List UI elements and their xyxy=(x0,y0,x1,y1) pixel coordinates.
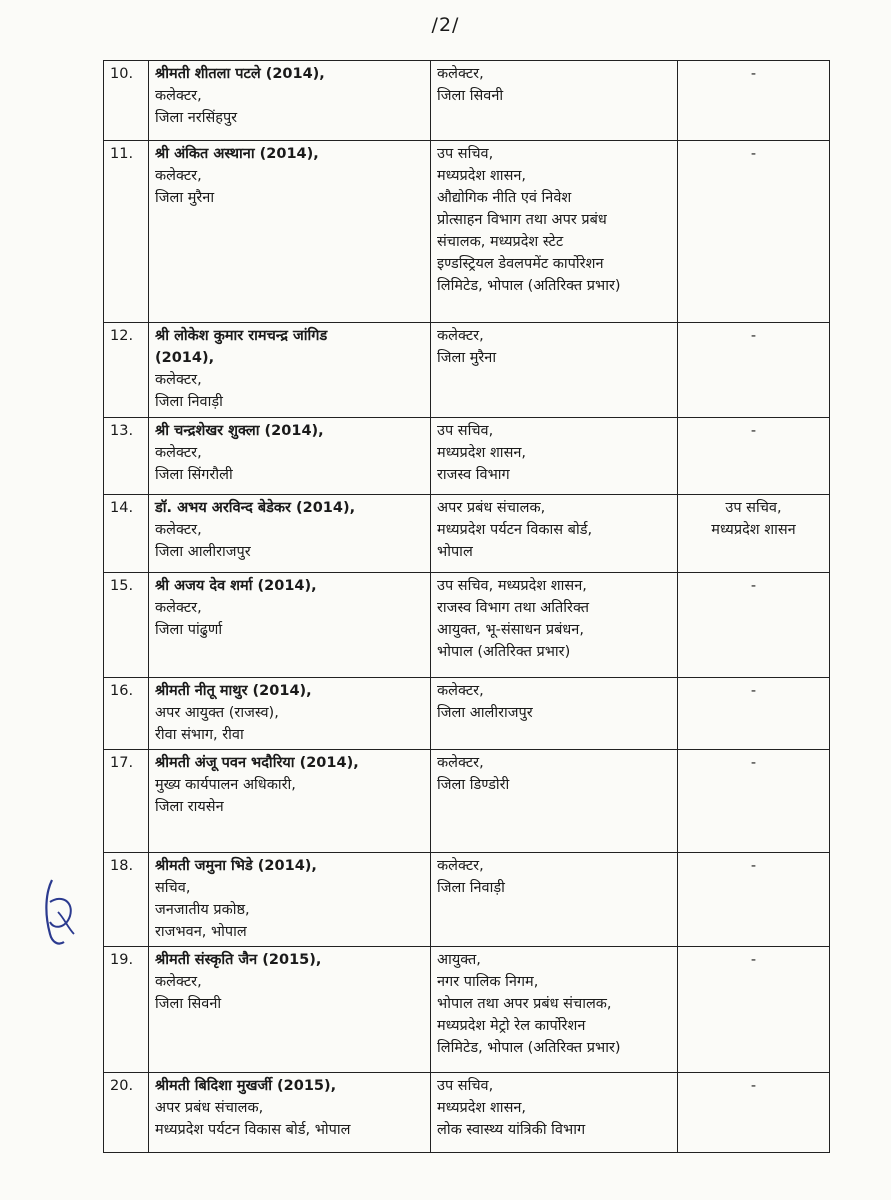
officer-cell xyxy=(149,750,431,853)
new-posting-line: राजस्व विभाग तथा अतिरिक्त xyxy=(437,600,590,616)
new-posting-cell xyxy=(431,947,678,1073)
current-posting-line: कलेक्टर, xyxy=(155,600,202,616)
serial-number: 10. xyxy=(104,61,149,141)
current-posting-line: जिला मुरैना xyxy=(155,190,215,206)
additional-charge-line: - xyxy=(750,66,757,82)
serial-number: 18. xyxy=(104,853,149,947)
current-posting-line: मुख्य कार्यपालन अधिकारी, xyxy=(155,777,296,793)
additional-charge-line: - xyxy=(750,952,757,968)
additional-charge-cell xyxy=(678,853,830,947)
current-posting-line: अपर आयुक्त (राजस्व), xyxy=(155,705,279,721)
new-posting-line: जिला निवाड़ी xyxy=(437,880,505,896)
additional-charge-cell xyxy=(678,947,830,1073)
new-posting-line: कलेक्टर, xyxy=(437,683,484,699)
serial-number: 12. xyxy=(104,323,149,418)
current-posting-line: कलेक्टर, xyxy=(155,522,202,538)
additional-charge-cell xyxy=(678,61,830,141)
new-posting-line: नगर पालिक निगम, xyxy=(437,974,539,990)
additional-charge-cell xyxy=(678,573,830,678)
current-posting-line: सचिव, xyxy=(155,880,191,896)
current-posting-line: जनजातीय प्रकोष्ठ, xyxy=(155,902,250,918)
current-posting-line: कलेक्टर, xyxy=(155,974,202,990)
new-posting-cell xyxy=(431,750,678,853)
additional-charge-cell xyxy=(678,323,830,418)
table-row xyxy=(104,678,830,750)
serial-number: 19. xyxy=(104,947,149,1073)
new-posting-cell xyxy=(431,495,678,573)
current-posting-line: मध्यप्रदेश पर्यटन विकास बोर्ड, भोपाल xyxy=(155,1122,351,1138)
table-row xyxy=(104,495,830,573)
additional-charge-line: - xyxy=(750,858,757,874)
serial-number: 13. xyxy=(104,418,149,495)
current-posting-line: रीवा संभाग, रीवा xyxy=(155,727,244,743)
officer-name: श्री चन्द्रशेखर शुक्ला (2014), xyxy=(155,423,324,439)
officer-cell xyxy=(149,61,431,141)
officer-name: श्री लोकेश कुमार रामचन्द्र जांगिड xyxy=(155,328,328,344)
serial-number: 16. xyxy=(104,678,149,750)
serial-number: 15. xyxy=(104,573,149,678)
officer-cell xyxy=(149,947,431,1073)
table-body xyxy=(104,61,830,1153)
new-posting-line: उप सचिव, मध्यप्रदेश शासन, xyxy=(437,578,587,594)
new-posting-cell xyxy=(431,141,678,323)
new-posting-line: प्रोत्साहन विभाग तथा अपर प्रबंध xyxy=(437,212,607,228)
current-posting-line: जिला आलीराजपुर xyxy=(155,544,251,560)
current-posting-line: कलेक्टर, xyxy=(155,168,202,184)
officer-name: श्री अंकित अस्थाना (2014), xyxy=(155,146,319,162)
new-posting-line: जिला मुरैना xyxy=(437,350,497,366)
officer-cell xyxy=(149,418,431,495)
new-posting-line: कलेक्टर, xyxy=(437,66,484,82)
new-posting-cell xyxy=(431,323,678,418)
officer-name: श्री अजय देव शर्मा (2014), xyxy=(155,578,317,594)
serial-number: 14. xyxy=(104,495,149,573)
new-posting-line: औद्योगिक नीति एवं निवेश xyxy=(437,190,572,206)
current-posting-line: जिला सिंगरौली xyxy=(155,467,233,483)
current-posting-line: जिला नरसिंहपुर xyxy=(155,110,238,126)
additional-charge-line: - xyxy=(750,755,757,771)
additional-charge-line: - xyxy=(750,1078,757,1094)
officer-name: डॉ. अभय अरविन्द बेडेकर (2014), xyxy=(155,500,356,516)
new-posting-line: उप सचिव, xyxy=(437,1078,494,1094)
additional-charge-cell xyxy=(678,495,830,573)
current-posting-line: राजभवन, भोपाल xyxy=(155,924,247,940)
new-posting-line: भोपाल तथा अपर प्रबंध संचालक, xyxy=(437,996,612,1012)
new-posting-line: लोक स्वास्थ्य यांत्रिकी विभाग xyxy=(437,1122,586,1138)
table-row xyxy=(104,853,830,947)
officer-cell xyxy=(149,141,431,323)
officer-name: श्रीमती जमुना भिडे (2014), xyxy=(155,858,317,874)
new-posting-line: मध्यप्रदेश शासन, xyxy=(437,168,527,184)
officer-name: श्रीमती बिदिशा मुखर्जी (2015), xyxy=(155,1078,337,1094)
officer-name: श्रीमती संस्कृति जैन (2015), xyxy=(155,952,322,968)
table-row xyxy=(104,947,830,1073)
table-row xyxy=(104,418,830,495)
new-posting-line: कलेक्टर, xyxy=(437,858,484,874)
serial-number: 20. xyxy=(104,1073,149,1153)
officer-cell xyxy=(149,495,431,573)
table-row xyxy=(104,323,830,418)
handwritten-initials xyxy=(40,872,80,952)
officer-cell xyxy=(149,323,431,418)
additional-charge-line: - xyxy=(750,423,757,439)
additional-charge-line: - xyxy=(750,683,757,699)
current-posting-line: कलेक्टर, xyxy=(155,88,202,104)
additional-charge-line: - xyxy=(750,146,757,162)
new-posting-line: लिमिटेड, भोपाल (अतिरिक्त प्रभार) xyxy=(437,278,621,294)
new-posting-line: भोपाल (अतिरिक्त प्रभार) xyxy=(437,644,571,660)
new-posting-line: अपर प्रबंध संचालक, xyxy=(437,500,546,516)
table-row xyxy=(104,573,830,678)
officer-name: श्रीमती शीतला पटले (2014), xyxy=(155,66,325,82)
officer-name: श्रीमती नीतू माथुर (2014), xyxy=(155,683,312,699)
new-posting-cell xyxy=(431,1073,678,1153)
serial-number: 11. xyxy=(104,141,149,323)
new-posting-cell xyxy=(431,418,678,495)
current-posting-line: जिला पांढुर्णा xyxy=(155,622,223,638)
officer-cell xyxy=(149,853,431,947)
new-posting-line: संचालक, मध्यप्रदेश स्टेट xyxy=(437,234,564,250)
additional-charge-cell xyxy=(678,1073,830,1153)
additional-charge-cell xyxy=(678,141,830,323)
new-posting-line: राजस्व विभाग xyxy=(437,467,510,483)
new-posting-cell xyxy=(431,853,678,947)
current-posting-line: अपर प्रबंध संचालक, xyxy=(155,1100,264,1116)
new-posting-line: मध्यप्रदेश शासन, xyxy=(437,445,527,461)
table-row xyxy=(104,141,830,323)
new-posting-line: लिमिटेड, भोपाल (अतिरिक्त प्रभार) xyxy=(437,1040,621,1056)
table-row xyxy=(104,750,830,853)
new-posting-line: भोपाल xyxy=(437,544,473,560)
new-posting-line: उप सचिव, xyxy=(437,423,494,439)
officer-cell xyxy=(149,678,431,750)
current-posting-line: कलेक्टर, xyxy=(155,445,202,461)
new-posting-cell xyxy=(431,573,678,678)
additional-charge-cell xyxy=(678,750,830,853)
new-posting-line: कलेक्टर, xyxy=(437,755,484,771)
serial-number: 17. xyxy=(104,750,149,853)
current-posting-line: कलेक्टर, xyxy=(155,372,202,388)
officer-cell xyxy=(149,1073,431,1153)
new-posting-line: आयुक्त, xyxy=(437,952,481,968)
additional-charge-line: उप सचिव, xyxy=(725,500,782,516)
new-posting-line: मध्यप्रदेश पर्यटन विकास बोर्ड, xyxy=(437,522,593,538)
additional-charge-line: मध्यप्रदेश शासन xyxy=(711,522,796,538)
officer-cell xyxy=(149,573,431,678)
page-number: /2/ xyxy=(431,14,460,36)
officer-name: (2014), xyxy=(155,350,215,366)
new-posting-line: इण्डस्ट्रियल डेवलपमेंट कार्पोरेशन xyxy=(437,256,604,272)
additional-charge-line: - xyxy=(750,578,757,594)
new-posting-line: आयुक्त, भू-संसाधन प्रबंधन, xyxy=(437,622,584,638)
new-posting-line: जिला आलीराजपुर xyxy=(437,705,533,721)
table-row xyxy=(104,1073,830,1153)
table-row xyxy=(104,61,830,141)
current-posting-line: जिला निवाड़ी xyxy=(155,394,223,410)
current-posting-line: जिला रायसेन xyxy=(155,799,224,815)
new-posting-line: मध्यप्रदेश शासन, xyxy=(437,1100,527,1116)
new-posting-cell xyxy=(431,678,678,750)
transfer-orders-table xyxy=(103,60,830,1153)
additional-charge-line: - xyxy=(750,328,757,344)
additional-charge-cell xyxy=(678,678,830,750)
new-posting-line: जिला सिवनी xyxy=(437,88,504,104)
new-posting-line: मध्यप्रदेश मेट्रो रेल कार्पोरेशन xyxy=(437,1018,586,1034)
new-posting-line: कलेक्टर, xyxy=(437,328,484,344)
new-posting-line: उप सचिव, xyxy=(437,146,494,162)
officer-name: श्रीमती अंजू पवन भदौरिया (2014), xyxy=(155,755,359,771)
new-posting-line: जिला डिण्डोरी xyxy=(437,777,510,793)
additional-charge-cell xyxy=(678,418,830,495)
new-posting-cell xyxy=(431,61,678,141)
current-posting-line: जिला सिवनी xyxy=(155,996,222,1012)
